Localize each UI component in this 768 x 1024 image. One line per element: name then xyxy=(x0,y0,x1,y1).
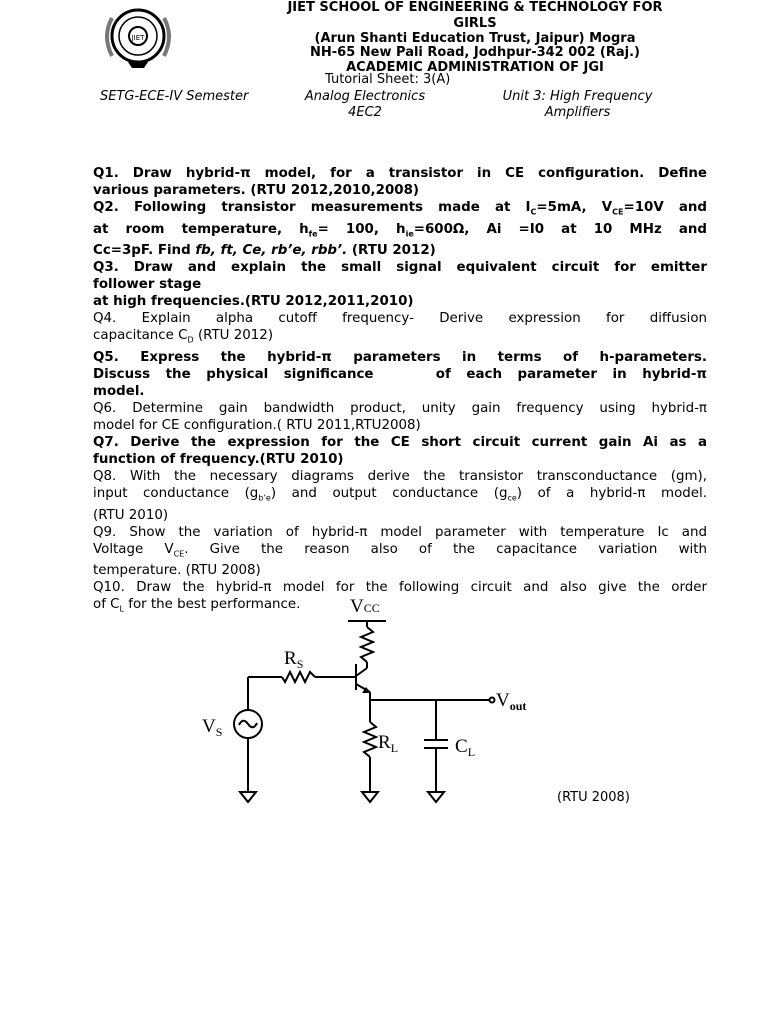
emitter-follower-circuit-diagram xyxy=(190,592,550,812)
vout-label: $V_{out}$ xyxy=(496,690,527,713)
subject-name: Analog Electronics xyxy=(304,89,426,104)
question-q4: Q4. Explain alpha cutoff frequency- Derive expression for diffusion capacitance $C_D$ (RTU 2012) xyxy=(93,311,707,346)
header-admin: ACADEMIC ADMINISTRATION OF JGI xyxy=(346,60,604,75)
question-q1: Q1. Draw hybrid-π model, for a transistor in CE configuration. Define various parameters. (RTU 2012,2010,2008) xyxy=(93,166,707,198)
tutorial-sheet-label: Tutorial Sheet: 3(A) xyxy=(325,72,451,87)
question-q8: Q8. With the necessary diagrams derive the transistor transconductance (gm), input conductance $(g_{b’e})$ and output conductance $(g_{ce})$ of a hybrid-π model. (RTU 2010) xyxy=(93,469,707,523)
rs-resistor xyxy=(282,672,315,682)
header-address: NH-65 New Pali Road, Jodhpur-342 002 (Raj.) xyxy=(310,45,640,60)
collector-resistor xyxy=(361,627,373,662)
logo-emblem xyxy=(107,10,169,68)
question-q2: Q2. Following transistor measurements made at $I_C=5mA$, $V_{CE}=10V$ and at room temperature, $h_{fe}= 100$, $h_{ie}=600\Omega$, Ai =I0 at 10 MHz and Cc=3pF. Find fb, ft, Ce, rb’e, rbb’. (RTU 2012) xyxy=(93,200,707,259)
ground-symbol xyxy=(362,792,378,802)
question-q3: Q3. Draw and explain the small signal equivalent circuit for emitter follower stage at high frequencies.(RTU 2012,2011,2010) xyxy=(93,260,707,310)
question-q10: Q10. Draw the hybrid-π model for the following circuit and also give the order of $C_L$ for the best performance. xyxy=(93,580,707,615)
unit-title: Unit 3: High Frequency xyxy=(502,89,653,104)
vs-label: $V_S$ xyxy=(202,716,223,739)
vcc-label: VCC xyxy=(350,596,380,617)
question-q9: Q9. Show the variation of hybrid-π model parameter with temperature Ic and Voltage $V_{CE}$. Give the reason also of the capacitance variation with temperature. (RTU 2008) xyxy=(93,524,707,579)
subject-block xyxy=(290,89,440,121)
svg-text:JIET: JIET xyxy=(131,34,145,42)
rs-label: $R_S$ xyxy=(284,648,304,671)
institute-logo xyxy=(98,4,178,70)
question-q6: Q6. Determine gain bandwidth product, unity gain frequency using hybrid-π model for CE configuration.( RTU 2011,RTU2008) xyxy=(93,401,707,434)
rl-resistor xyxy=(364,722,376,757)
header-title-line2: GIRLS xyxy=(453,16,497,31)
header-trust: (Arun Shanti Education Trust, Jaipur) Mogra xyxy=(314,31,636,46)
circuit-rtu-reference: (RTU 2008) xyxy=(557,790,630,805)
unit-title-cont: Amplifiers xyxy=(544,105,611,120)
question-list xyxy=(93,165,707,618)
question-q7: Q7. Derive the expression for the CE short circuit current gain Ai as a function of frequency.(RTU 2010) xyxy=(93,435,707,468)
subject-code: 4EC2 xyxy=(348,105,382,120)
header-title-line1: JIET SCHOOL OF ENGINEERING & TECHNOLOGY FOR xyxy=(287,0,663,15)
ground-symbol xyxy=(428,792,444,802)
question-q5: Q5. Express the hybrid-π parameters in terms of h-parameters. Discuss the physical significance of each parameter in hybrid-π model. xyxy=(93,350,707,400)
ground-symbol xyxy=(240,792,256,802)
semester-label: SETG-ECE-IV Semester xyxy=(100,89,249,104)
rl-label: $R_L$ xyxy=(378,732,399,755)
transistor-collector xyxy=(356,668,367,676)
cl-label: $C_L$ xyxy=(455,736,476,759)
unit-block xyxy=(490,89,665,121)
